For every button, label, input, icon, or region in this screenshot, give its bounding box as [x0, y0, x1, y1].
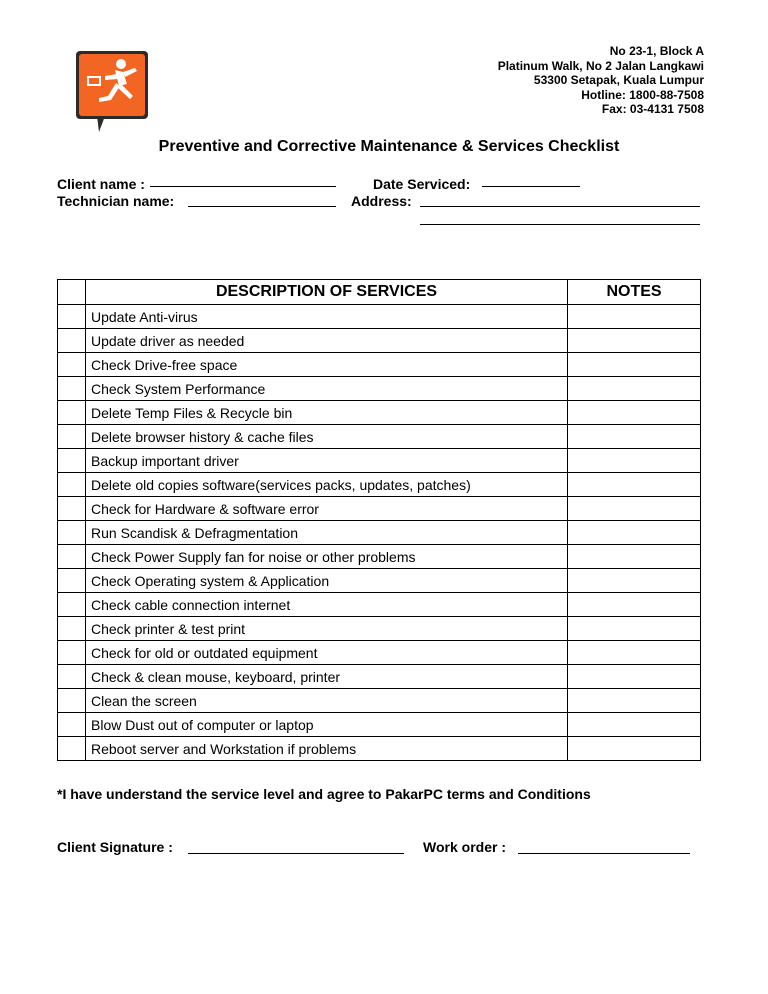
client-signature-label: Client Signature : — [57, 839, 173, 855]
notes-cell[interactable] — [568, 425, 701, 449]
table-row — [58, 689, 701, 713]
check-cell[interactable] — [58, 737, 86, 761]
address-line: No 23-1, Block A — [609, 44, 704, 58]
services-checklist-table — [57, 279, 701, 761]
service-description: Blow Dust out of computer or laptop — [86, 713, 568, 737]
service-description: Check printer & test print — [86, 617, 568, 641]
check-cell[interactable] — [58, 473, 86, 497]
check-cell[interactable] — [58, 689, 86, 713]
table-row — [58, 353, 701, 377]
running-man-logo-icon — [75, 50, 151, 134]
notes-column-header: NOTES — [568, 280, 701, 305]
check-cell[interactable] — [58, 305, 86, 329]
company-address — [498, 44, 704, 117]
table-row — [58, 665, 701, 689]
client-signature-field[interactable] — [188, 853, 404, 854]
check-cell[interactable] — [58, 401, 86, 425]
work-order-label: Work order : — [423, 839, 506, 855]
check-cell[interactable] — [58, 353, 86, 377]
client-name-label: Client name : — [57, 176, 145, 192]
notes-cell[interactable] — [568, 689, 701, 713]
table-row — [58, 545, 701, 569]
table-row — [58, 569, 701, 593]
service-description: Delete old copies software(services packs, updates, patches) — [86, 473, 568, 497]
client-name-field[interactable] — [150, 186, 336, 187]
check-cell[interactable] — [58, 593, 86, 617]
technician-name-field[interactable] — [188, 206, 336, 207]
service-description: Check Drive-free space — [86, 353, 568, 377]
table-row — [58, 377, 701, 401]
check-cell[interactable] — [58, 521, 86, 545]
work-order-field[interactable] — [518, 853, 690, 854]
check-cell[interactable] — [58, 617, 86, 641]
table-row — [58, 449, 701, 473]
address-line: 53300 Setapak, Kuala Lumpur — [533, 73, 704, 88]
check-cell[interactable] — [58, 569, 86, 593]
table-row — [58, 497, 701, 521]
address-label: Address: — [351, 193, 412, 209]
table-row — [58, 641, 701, 665]
notes-cell[interactable] — [568, 305, 701, 329]
notes-cell[interactable] — [568, 545, 701, 569]
check-cell[interactable] — [58, 497, 86, 521]
notes-cell[interactable] — [568, 329, 701, 353]
check-cell[interactable] — [58, 713, 86, 737]
service-description: Delete Temp Files & Recycle bin — [86, 401, 568, 425]
page-title: Preventive and Corrective Maintenance & Services Checklist — [158, 138, 620, 155]
notes-cell[interactable] — [568, 353, 701, 377]
table-row — [58, 713, 701, 737]
address-field-line-1[interactable] — [420, 206, 700, 207]
notes-cell[interactable] — [568, 401, 701, 425]
address-field-line-2[interactable] — [420, 224, 700, 225]
address-line: Platinum Walk, No 2 Jalan Langkawi — [497, 58, 704, 73]
service-description: Delete browser history & cache files — [86, 425, 568, 449]
table-row — [58, 737, 701, 761]
check-cell[interactable] — [58, 545, 86, 569]
notes-cell[interactable] — [568, 737, 701, 761]
check-cell[interactable] — [58, 377, 86, 401]
notes-cell[interactable] — [568, 617, 701, 641]
service-description: Check Power Supply fan for noise or other problems — [86, 545, 568, 569]
service-description: Reboot server and Workstation if problems — [86, 737, 568, 761]
service-description: Check & clean mouse, keyboard, printer — [86, 665, 568, 689]
table-row — [58, 617, 701, 641]
notes-cell[interactable] — [568, 641, 701, 665]
table-row — [58, 521, 701, 545]
check-cell[interactable] — [58, 425, 86, 449]
fax: Fax: 03-4131 7508 — [601, 102, 704, 117]
check-column-header — [58, 280, 86, 305]
service-description: Check for Hardware & software error — [86, 497, 568, 521]
table-row — [58, 473, 701, 497]
service-description: Check System Performance — [86, 377, 568, 401]
table-row — [58, 305, 701, 329]
check-cell[interactable] — [58, 329, 86, 353]
technician-name-label: Technician name: — [57, 193, 175, 209]
service-description: Backup important driver — [86, 449, 568, 473]
notes-cell[interactable] — [568, 377, 701, 401]
notes-cell[interactable] — [568, 593, 701, 617]
check-cell[interactable] — [58, 641, 86, 665]
table-row — [58, 593, 701, 617]
service-description: Check Operating system & Application — [86, 569, 568, 593]
notes-cell[interactable] — [568, 713, 701, 737]
table-row — [58, 329, 701, 353]
date-serviced-label: Date Serviced: — [373, 176, 471, 192]
hotline: Hotline: 1800-88-7508 — [581, 87, 704, 102]
description-column-header: DESCRIPTION OF SERVICES — [86, 280, 568, 305]
table-row — [58, 425, 701, 449]
notes-cell[interactable] — [568, 497, 701, 521]
notes-cell[interactable] — [568, 569, 701, 593]
service-description: Clean the screen — [86, 689, 568, 713]
notes-cell[interactable] — [568, 521, 701, 545]
service-description: Check cable connection internet — [86, 593, 568, 617]
service-description: Update driver as needed — [86, 329, 568, 353]
service-description: Run Scandisk & Defragmentation — [86, 521, 568, 545]
table-row — [58, 401, 701, 425]
table-header-row — [58, 280, 701, 305]
service-description: Check for old or outdated equipment — [86, 641, 568, 665]
service-description: Update Anti-virus — [86, 305, 568, 329]
notes-cell[interactable] — [568, 473, 701, 497]
agreement-statement: *I have understand the service level and agree to PakarPC terms and Conditions — [57, 786, 591, 802]
check-cell[interactable] — [58, 665, 86, 689]
date-serviced-field[interactable] — [482, 186, 580, 187]
notes-cell[interactable] — [568, 665, 701, 689]
check-cell[interactable] — [58, 449, 86, 473]
notes-cell[interactable] — [568, 449, 701, 473]
